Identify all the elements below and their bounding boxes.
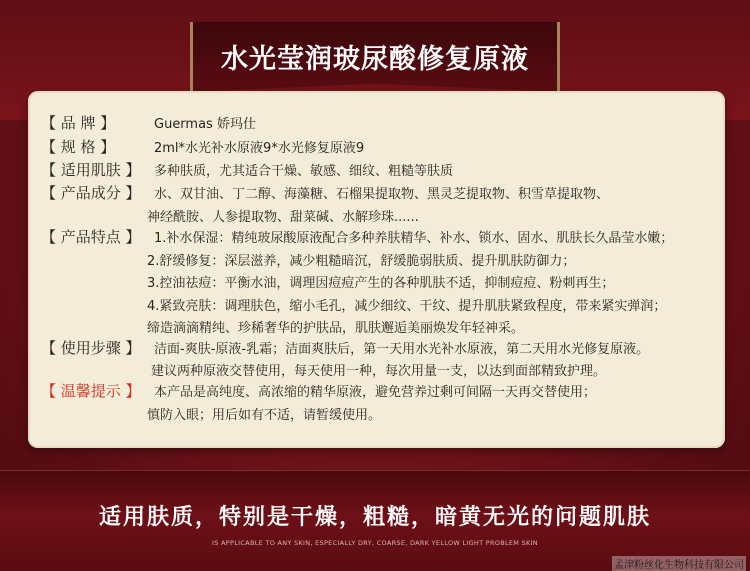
brand-label: 【 品 牌 】 xyxy=(41,114,116,132)
watermark: 孟津粉丝化生物科技有限公司 xyxy=(612,556,746,571)
ingredients-line-2: 神经酰胺、人参提取物、甜菜碱、水解珍珠...... xyxy=(147,210,419,225)
warning-line-2: 慎防入眼；用后如有不适，请暂缓使用。 xyxy=(147,408,382,423)
spec-row xyxy=(41,136,364,157)
skin-label: 【 适用肌肤 】 xyxy=(41,161,141,179)
features-line-1: 1.补水保湿：精纯玻尿酸原液配合多种养肤精华、补水、锁水、固水、肌肤长久晶莹水嫩； xyxy=(154,231,674,246)
spec-label: 【 规 格 】 xyxy=(41,138,116,156)
features-row xyxy=(41,226,673,247)
skin-value: 多种肤质，尤其适合干燥、敏感、细纹、粗糙等肤质 xyxy=(154,164,454,179)
features-label: 【 产品特点 】 xyxy=(41,228,141,246)
brand-value: Guermas 娇玛仕 xyxy=(154,117,256,132)
slogan-english: IS APPLICABLE TO ANY SKIN, ESPECIALLY DRY, COARSE, DARK YELLOW LIGHT PROBLEM SKIN xyxy=(212,539,538,547)
usage-line-1: 洁面-爽肤-原液-乳霜；洁面爽肤后，第一天用水光补水原液，第二天用水光修复原液。 xyxy=(154,342,650,357)
features-line-2: 2.舒缓修复：深层滋养，减少粗糙暗沉，舒缓脆弱肤质、提升肌肤防御力； xyxy=(147,254,576,269)
features-line-3: 3.控油祛痘：平衡水油，调理因痘痘产生的各种肌肤不适，抑制痘痘、粉刺再生； xyxy=(147,276,615,291)
features-line-4: 4.紧致亮肤：调理肤色，缩小毛孔，减少细纹、干纹、提升肌肤紧致程度，带来紧实弹润； xyxy=(147,299,667,314)
usage-row xyxy=(41,337,649,358)
usage-label: 【 使用步骤 】 xyxy=(41,339,141,357)
skin-row xyxy=(41,159,453,180)
page-title: 水光莹润玻尿酸修复原液 xyxy=(221,44,529,75)
spec-value: 2ml*水光补水原液9*水光修复原液9 xyxy=(154,141,365,156)
slogan: 适用肤质，特别是干燥，粗糙，暗黄无光的问题肌肤 xyxy=(98,504,651,530)
warning-row xyxy=(41,380,596,401)
ingredients-line-1: 水、双甘油、丁二醇、海藻糖、石榴果提取物、黑灵芝提取物、积雪草提取物、 xyxy=(154,187,610,202)
usage-line-2: 建议两种原液交替使用，每天使用一种，每次用量一支，以达到面部精致护理。 xyxy=(151,364,607,379)
brand-row xyxy=(41,112,256,133)
ingredients-row xyxy=(41,182,609,203)
warning-line-1: 本产品是高纯度、高浓缩的精华原液，避免营养过剩可间隔一天再交替使用； xyxy=(154,385,597,400)
warning-label: 【 温馨提示 】 xyxy=(41,382,141,400)
info-card xyxy=(28,91,725,448)
features-line-5: 缔造滴滴精纯、珍稀奢华的护肤品，肌肤邂逅美丽焕发年轻神采。 xyxy=(147,321,525,336)
ingredients-label: 【 产品成分 】 xyxy=(41,184,141,202)
